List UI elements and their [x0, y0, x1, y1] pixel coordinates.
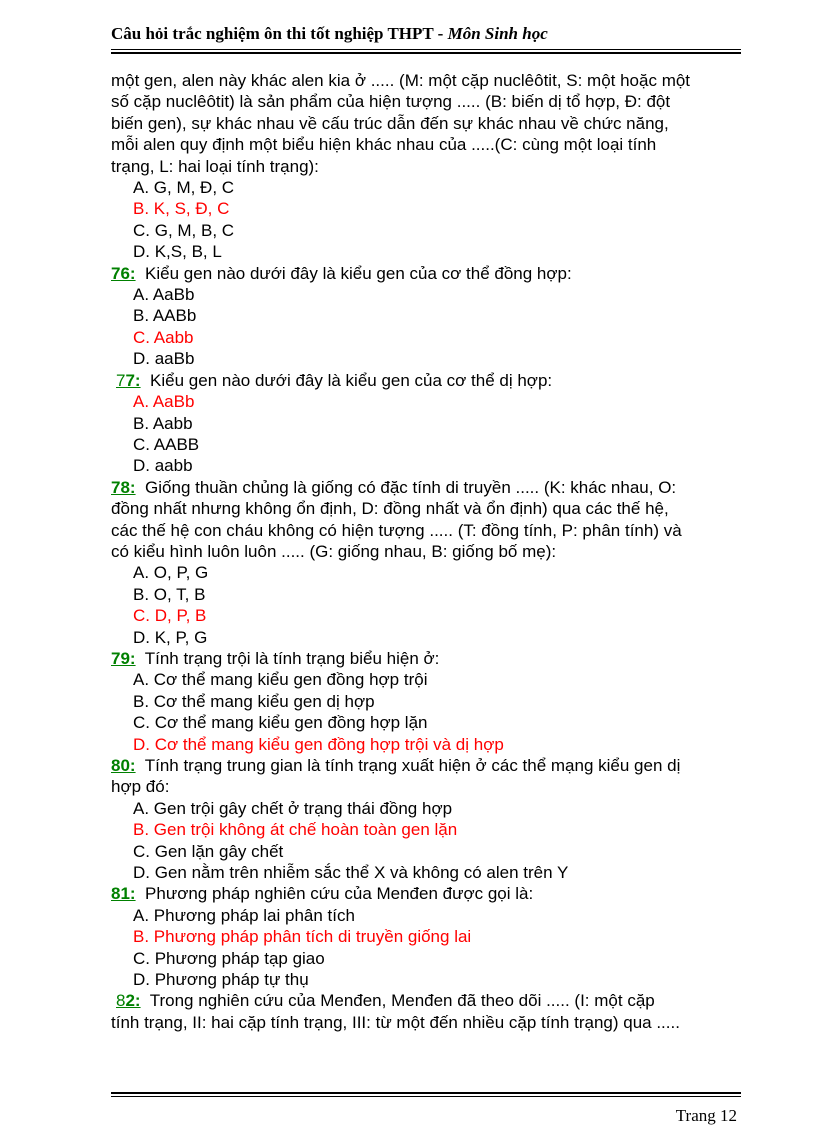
answer-option: C. Phương pháp tạp giao [133, 948, 325, 968]
question-number: 79: [111, 648, 136, 668]
page-content [111, 70, 761, 1033]
question-text-line: các thế hệ con cháu không có hiện tượng ..... (T: đồng tính, P: phân tính) và [111, 520, 682, 540]
question-text-line: có kiểu hình luôn luôn ..... (G: giống nhau, B: giống bố mẹ): [111, 541, 557, 561]
answer-option: C. AABB [133, 434, 200, 454]
answer-option-correct: D. Cơ thể mang kiểu gen đồng hợp trội và dị hợp [133, 734, 504, 754]
question-text-line: 82: Trong nghiên cứu của Menđen, Menđen đã theo dõi ..... (I: một cặp [111, 990, 761, 1011]
question-text-line: 78: Giống thuần chủng là giống có đặc tính di truyền ..... (K: khác nhau, O: [111, 477, 677, 497]
question-number: 76: [111, 263, 136, 283]
question-text-line: số cặp nuclêôtit) là sản phẩm của hiện tượng ..... (B: biến dị tổ hợp, Đ: đột [111, 92, 671, 112]
question-text-line: mỗi alen quy định một biểu hiện khác nhau của .....(C: cùng một loại tính [111, 135, 657, 155]
question-text-line: 77: Kiểu gen nào dưới đây là kiểu gen của cơ thể dị hợp: [111, 370, 761, 391]
answer-option-correct: B. Phương pháp phân tích di truyền giống lai [133, 927, 472, 947]
question-text-line: 76: Kiểu gen nào dưới đây là kiểu gen của cơ thể đồng hợp: [111, 263, 572, 283]
answer-option: B. Cơ thể mang kiểu gen dị hợp [133, 691, 375, 711]
question-text-line: 81: Phương pháp nghiên cứu của Menđen được gọi là: [111, 884, 534, 904]
question-75-continuation [111, 70, 761, 263]
question-82 [111, 990, 761, 1033]
question-number: 82: [116, 991, 141, 1011]
answer-option: D. aabb [133, 456, 193, 476]
answer-option: C. Gen lặn gây chết [133, 841, 284, 861]
answer-option: A. O, P, G [133, 563, 209, 583]
answer-option: D. Gen nằm trên nhiễm sắc thể X và không có alen trên Y [133, 863, 569, 883]
header-subject: Môn Sinh học [447, 24, 548, 43]
question-81 [111, 883, 761, 990]
answer-option: A. Cơ thể mang kiểu gen đồng hợp trội [133, 670, 428, 690]
answer-option: D. Phương pháp tự thụ [133, 970, 309, 990]
question-text-line: hợp đó: [111, 777, 170, 797]
answer-option-correct: C. D, P, B [133, 606, 207, 626]
answer-option-correct: B. K, S, Đ, C [133, 199, 230, 219]
question-text-line: biến gen), sự khác nhau về cấu trúc dẫn đến sự khác nhau về chức năng, [111, 113, 669, 133]
page-number: Trang 12 [675, 1106, 737, 1125]
question-number: 78: [111, 477, 136, 497]
answer-option-correct: C. Aabb [133, 327, 194, 347]
answer-option: D. K,S, B, L [133, 242, 222, 262]
question-text-line: tính trạng, II: hai cặp tính trạng, III: từ một đến nhiều cặp tính trạng) qua ..... [111, 1012, 680, 1032]
question-77 [111, 370, 761, 477]
question-text-line: đồng nhất nhưng không ổn định, D: đồng nhất và ổn định) qua các thế hệ, [111, 499, 669, 519]
page-footer [111, 1092, 741, 1123]
header-rule [111, 49, 741, 54]
answer-option-correct: A. AaBb [133, 392, 195, 412]
question-79 [111, 648, 761, 755]
question-number: 81: [111, 884, 136, 904]
answer-option: A. Gen trội gây chết ở trạng thái đồng hợp [133, 798, 453, 818]
answer-option: C. G, M, B, C [133, 220, 235, 240]
question-number: 80: [111, 756, 136, 775]
answer-option: B. AABb [133, 306, 197, 326]
question-80 [111, 755, 761, 883]
answer-option: B. Aabb [133, 413, 193, 433]
question-text-line: 79: Tính trạng trội là tính trạng biểu hiện ở: [111, 648, 440, 668]
answer-option: D. aaBb [133, 349, 195, 369]
question-text-line: 80: Tính trạng trung gian là tính trạng xuất hiện ở các thể mạng kiểu gen dị [111, 756, 681, 775]
question-text-line: một gen, alen này khác alen kia ở ..... (M: một cặp nuclêôtit, S: một hoặc một [111, 71, 691, 90]
answer-option: D. K, P, G [133, 627, 208, 647]
answer-option: B. O, T, B [133, 584, 206, 604]
question-text-line: trạng, L: hai loại tính trạng): [111, 156, 319, 176]
answer-option: A. Phương pháp lai phân tích [133, 905, 355, 925]
answer-option-correct: B. Gen trội không át chế hoàn toàn gen lặn [133, 820, 458, 840]
question-76 [111, 263, 761, 370]
header-title: Câu hỏi trắc nghiệm ôn thi tốt nghiệp THPT - Môn Sinh học [111, 24, 548, 43]
question-number: 77: [116, 370, 141, 390]
page-header [111, 24, 741, 54]
footer-rule [111, 1092, 741, 1097]
answer-option: C. Cơ thể mang kiểu gen đồng hợp lặn [133, 713, 428, 733]
question-78 [111, 477, 761, 648]
answer-option: A. G, M, Đ, C [133, 178, 235, 198]
answer-option: A. AaBb [133, 285, 195, 305]
